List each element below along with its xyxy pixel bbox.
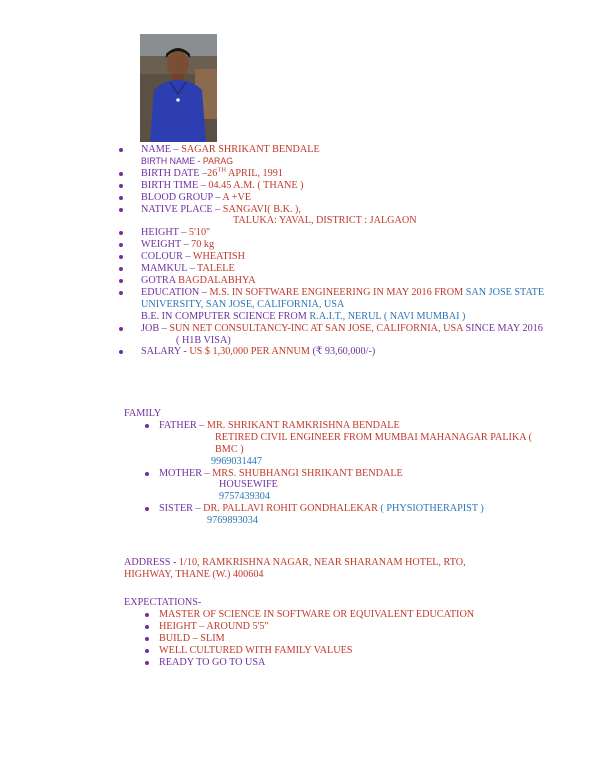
mother-item: MOTHER – MRS. SHUBHANGI SHRIKANT BENDALE HOUSEWIFE 9757439304	[124, 468, 584, 504]
gotra-item: GOTRA BAGDALABHYA	[116, 275, 586, 287]
expectations-section	[124, 597, 584, 668]
education-item: EDUCATION – M.S. IN SOFTWARE ENGINEERING IN MAY 2016 FROM SAN JOSE STATE UNIVERSITY, SAN JOSE, CALIFORNIA, USA B.E. IN COMPUTER SCIENCE FROM R.A.I.T., NERUL ( NAVI MUMBAI )	[116, 287, 586, 323]
native-place-item: NATIVE PLACE – SANGAVI( B.K. ), TALUKA: YAVAL, DISTRICT : JALGAON	[116, 204, 586, 228]
mamkul-item: MAMKUL – TALELE	[116, 263, 586, 275]
expectations-heading: EXPECTATIONS-	[124, 597, 202, 608]
blood-group-item: BLOOD GROUP – A +VE	[116, 192, 586, 204]
family-heading: FAMILY	[124, 408, 162, 419]
name-value: SAGAR SHRIKANT BENDALE	[181, 144, 320, 155]
profile-photo	[140, 34, 217, 142]
colour-item: COLOUR – WHEATISH	[116, 251, 586, 263]
family-section	[124, 408, 584, 527]
father-item: FATHER – MR. SHRIKANT RAMKRISHNA BENDALE RETIRED CIVIL ENGINEER FROM MUMBAI MAHANAGAR PALIKA ( BMC ) 9969031447	[124, 420, 584, 468]
salary-item: SALARY - US $ 1,30,000 PER ANNUM (₹ 93,60,000/-)	[116, 346, 586, 358]
height-item: HEIGHT – 5'10"	[116, 227, 586, 239]
birth-name-line: BIRTH NAME - PARAG	[141, 155, 234, 166]
weight-item: WEIGHT – 70 kg	[116, 239, 586, 251]
expectation-item: MASTER OF SCIENCE IN SOFTWARE OR EQUIVALENT EDUCATION	[124, 609, 584, 621]
address-section: ADDRESS - 1/10, RAMKRISHNA NAGAR, NEAR SHARANAM HOTEL, RTO, HIGHWAY, THANE (W.) 400604	[124, 557, 466, 580]
name-item: NAME – SAGAR SHRIKANT BENDALE BIRTH NAME - PARAG	[116, 144, 586, 168]
sister-item: SISTER – DR. PALLAVI ROHIT GONDHALEKAR ( PHYSIOTHERAPIST ) 9769893034	[124, 503, 584, 527]
profile-photo-image	[140, 34, 217, 142]
profile-details	[116, 144, 586, 358]
expectations-list	[124, 609, 584, 669]
expectation-item: READY TO GO TO USA	[124, 657, 584, 669]
expectation-item: HEIGHT – AROUND 5'5"	[124, 621, 584, 633]
family-list	[124, 420, 584, 527]
birth-time-item: BIRTH TIME – 04.45 A.M. ( THANE )	[116, 180, 586, 192]
job-item: JOB – SUN NET CONSULTANCY-INC AT SAN JOSE, CALIFORNIA, USA SINCE MAY 2016 ( H1B VISA)	[116, 323, 586, 347]
expectation-item: WELL CULTURED WITH FAMILY VALUES	[124, 645, 584, 657]
birth-date-item: BIRTH DATE –26TH APRIL, 1991	[116, 168, 586, 180]
expectation-item: BUILD – SLIM	[124, 633, 584, 645]
